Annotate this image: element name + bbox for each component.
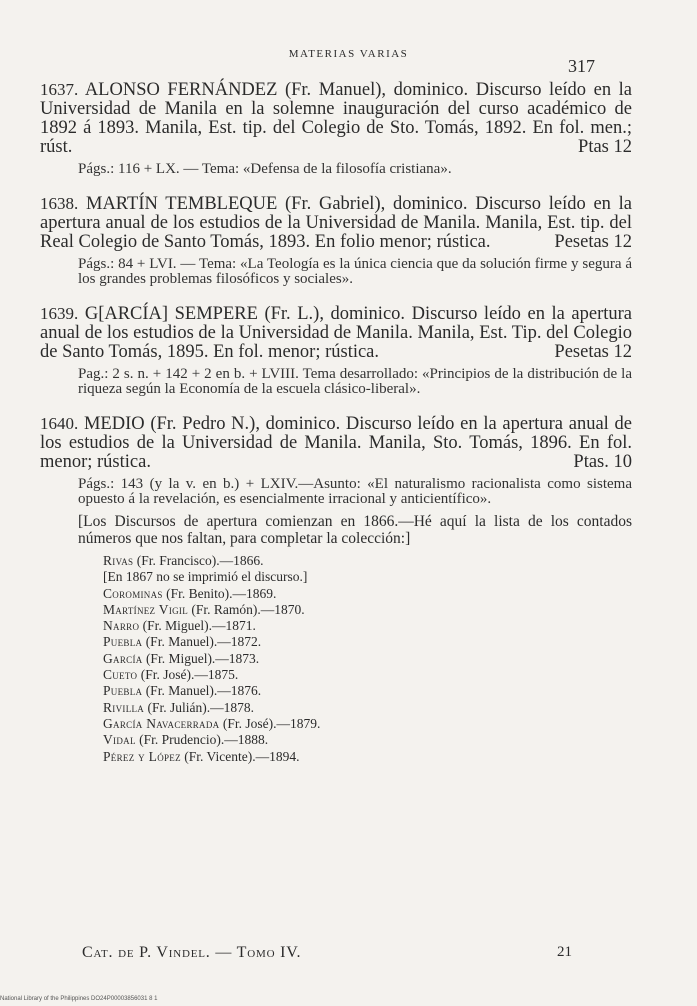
entry-text: MEDIO (Fr. Pedro N.), dominico. Discurso leído en la apertura anual de los estudios de la Universidad de Manila. Manila, Sto. Tomás, 1896. En fol. menor; rústica. <box>40 414 632 472</box>
list-item: García Navacerrada (Fr. José).—1879. <box>103 715 321 731</box>
list-item: Cueto (Fr. José).—1875. <box>103 667 239 683</box>
entry-price: Pesetas 12 <box>554 342 632 362</box>
catalog-entry-1637 <box>40 80 632 177</box>
entry-number: 1640. <box>40 414 79 433</box>
list-item: Puebla (Fr. Manuel).—1876. <box>103 683 262 699</box>
entry-note: Págs.: 84 + LVI. — Tema: «La Teología es la única ciencia que da solución firme y segura á los grandes problemas filosóficos y sociales». <box>78 256 632 287</box>
entry-note: Págs.: 143 (y la v. en b.) + LXIV.—Asunto: «El naturalismo racionalista como sistema opuesto á la revelación, es esencialmente irracional y anticientífico». <box>78 476 632 507</box>
entry-text: ALONSO FERNÁNDEZ (Fr. Manuel), dominico. Discurso leído en la Universidad de Manila en la solemne inauguración del curso académico de 1892 á 1893. Manila, Est. tip. del Colegio de Sto. Tomás, 1892. En fol. men.; rúst. <box>40 80 633 157</box>
list-item: García (Fr. Miguel).—1873. <box>103 650 260 666</box>
entry-price: Pesetas 12 <box>554 232 632 252</box>
list-item: Corominas (Fr. Benito).—1869. <box>103 585 277 601</box>
entry-text: MARTÍN TEMBLEQUE (Fr. Gabriel), dominico. Discurso leído en la apertura anual de los estudios de la Universidad de Manila. Manila, Est. tip. del Real Colegio de Santo Tomás, 1893. En folio menor; rústica. <box>40 194 633 252</box>
catalog-content <box>40 80 632 765</box>
entry-price: Ptas 12 <box>578 137 632 157</box>
entry-note: Págs.: 116 + LX. — Tema: «Defensa de la filosofía cristiana». <box>78 161 452 177</box>
catalog-entry-1639 <box>40 304 632 397</box>
library-watermark: National Library of the Philippines DO24P00003856031 8 1 <box>0 996 158 1002</box>
entry-text: G[ARCÍA] SEMPERE (Fr. L.), dominico. Discurso leído en la apertura anual de los estudios de la Universidad de Manila. Manila, Est. Tip. del Colegio de Santo Tomás, 1895. En fol. menor; rústica. <box>40 304 633 362</box>
entry-number: 1637. <box>40 80 79 99</box>
entry-number: 1639. <box>40 304 79 323</box>
entry-price: Ptas. 10 <box>573 452 632 472</box>
footer-signature: 21 <box>557 944 572 960</box>
running-title: MATERIAS VARIAS <box>288 48 409 60</box>
list-item: Narro (Fr. Miguel).—1871. <box>103 618 256 634</box>
list-item: Vidal (Fr. Prudencio).—1888. <box>103 732 269 748</box>
catalog-entry-1640 <box>40 414 632 507</box>
page-number: 317 <box>568 56 595 76</box>
catalog-entry-1638 <box>40 194 632 287</box>
entry-number: 1638. <box>40 194 79 213</box>
entry-note: Pag.: 2 s. n. + 142 + 2 en b. + LVIII. Tema desarrollado: «Principios de la distribución de la riqueza según la Economía de la escuela clásico-liberal». <box>78 366 632 397</box>
list-item: Martínez Vigil (Fr. Ramón).—1870. <box>103 601 305 617</box>
missing-list-intro: [Los Discursos de apertura comienzan en 1866.—Hé aquí la lista de los contados números que nos faltan, para completar la colección:] <box>78 513 632 547</box>
footer-catalog-title: Cat. de P. Vindel. — Tomo IV. <box>82 944 302 961</box>
list-item: Pérez y López (Fr. Vicente).—1894. <box>103 748 300 764</box>
list-item: Rivilla (Fr. Julián).—1878. <box>103 699 254 715</box>
list-item: [En 1867 no se imprimió el discurso.] <box>103 569 308 585</box>
list-item: Puebla (Fr. Manuel).—1872. <box>103 634 262 650</box>
list-item: Rivas (Fr. Francisco).—1866. <box>103 553 264 568</box>
missing-discourses-list <box>103 553 632 765</box>
